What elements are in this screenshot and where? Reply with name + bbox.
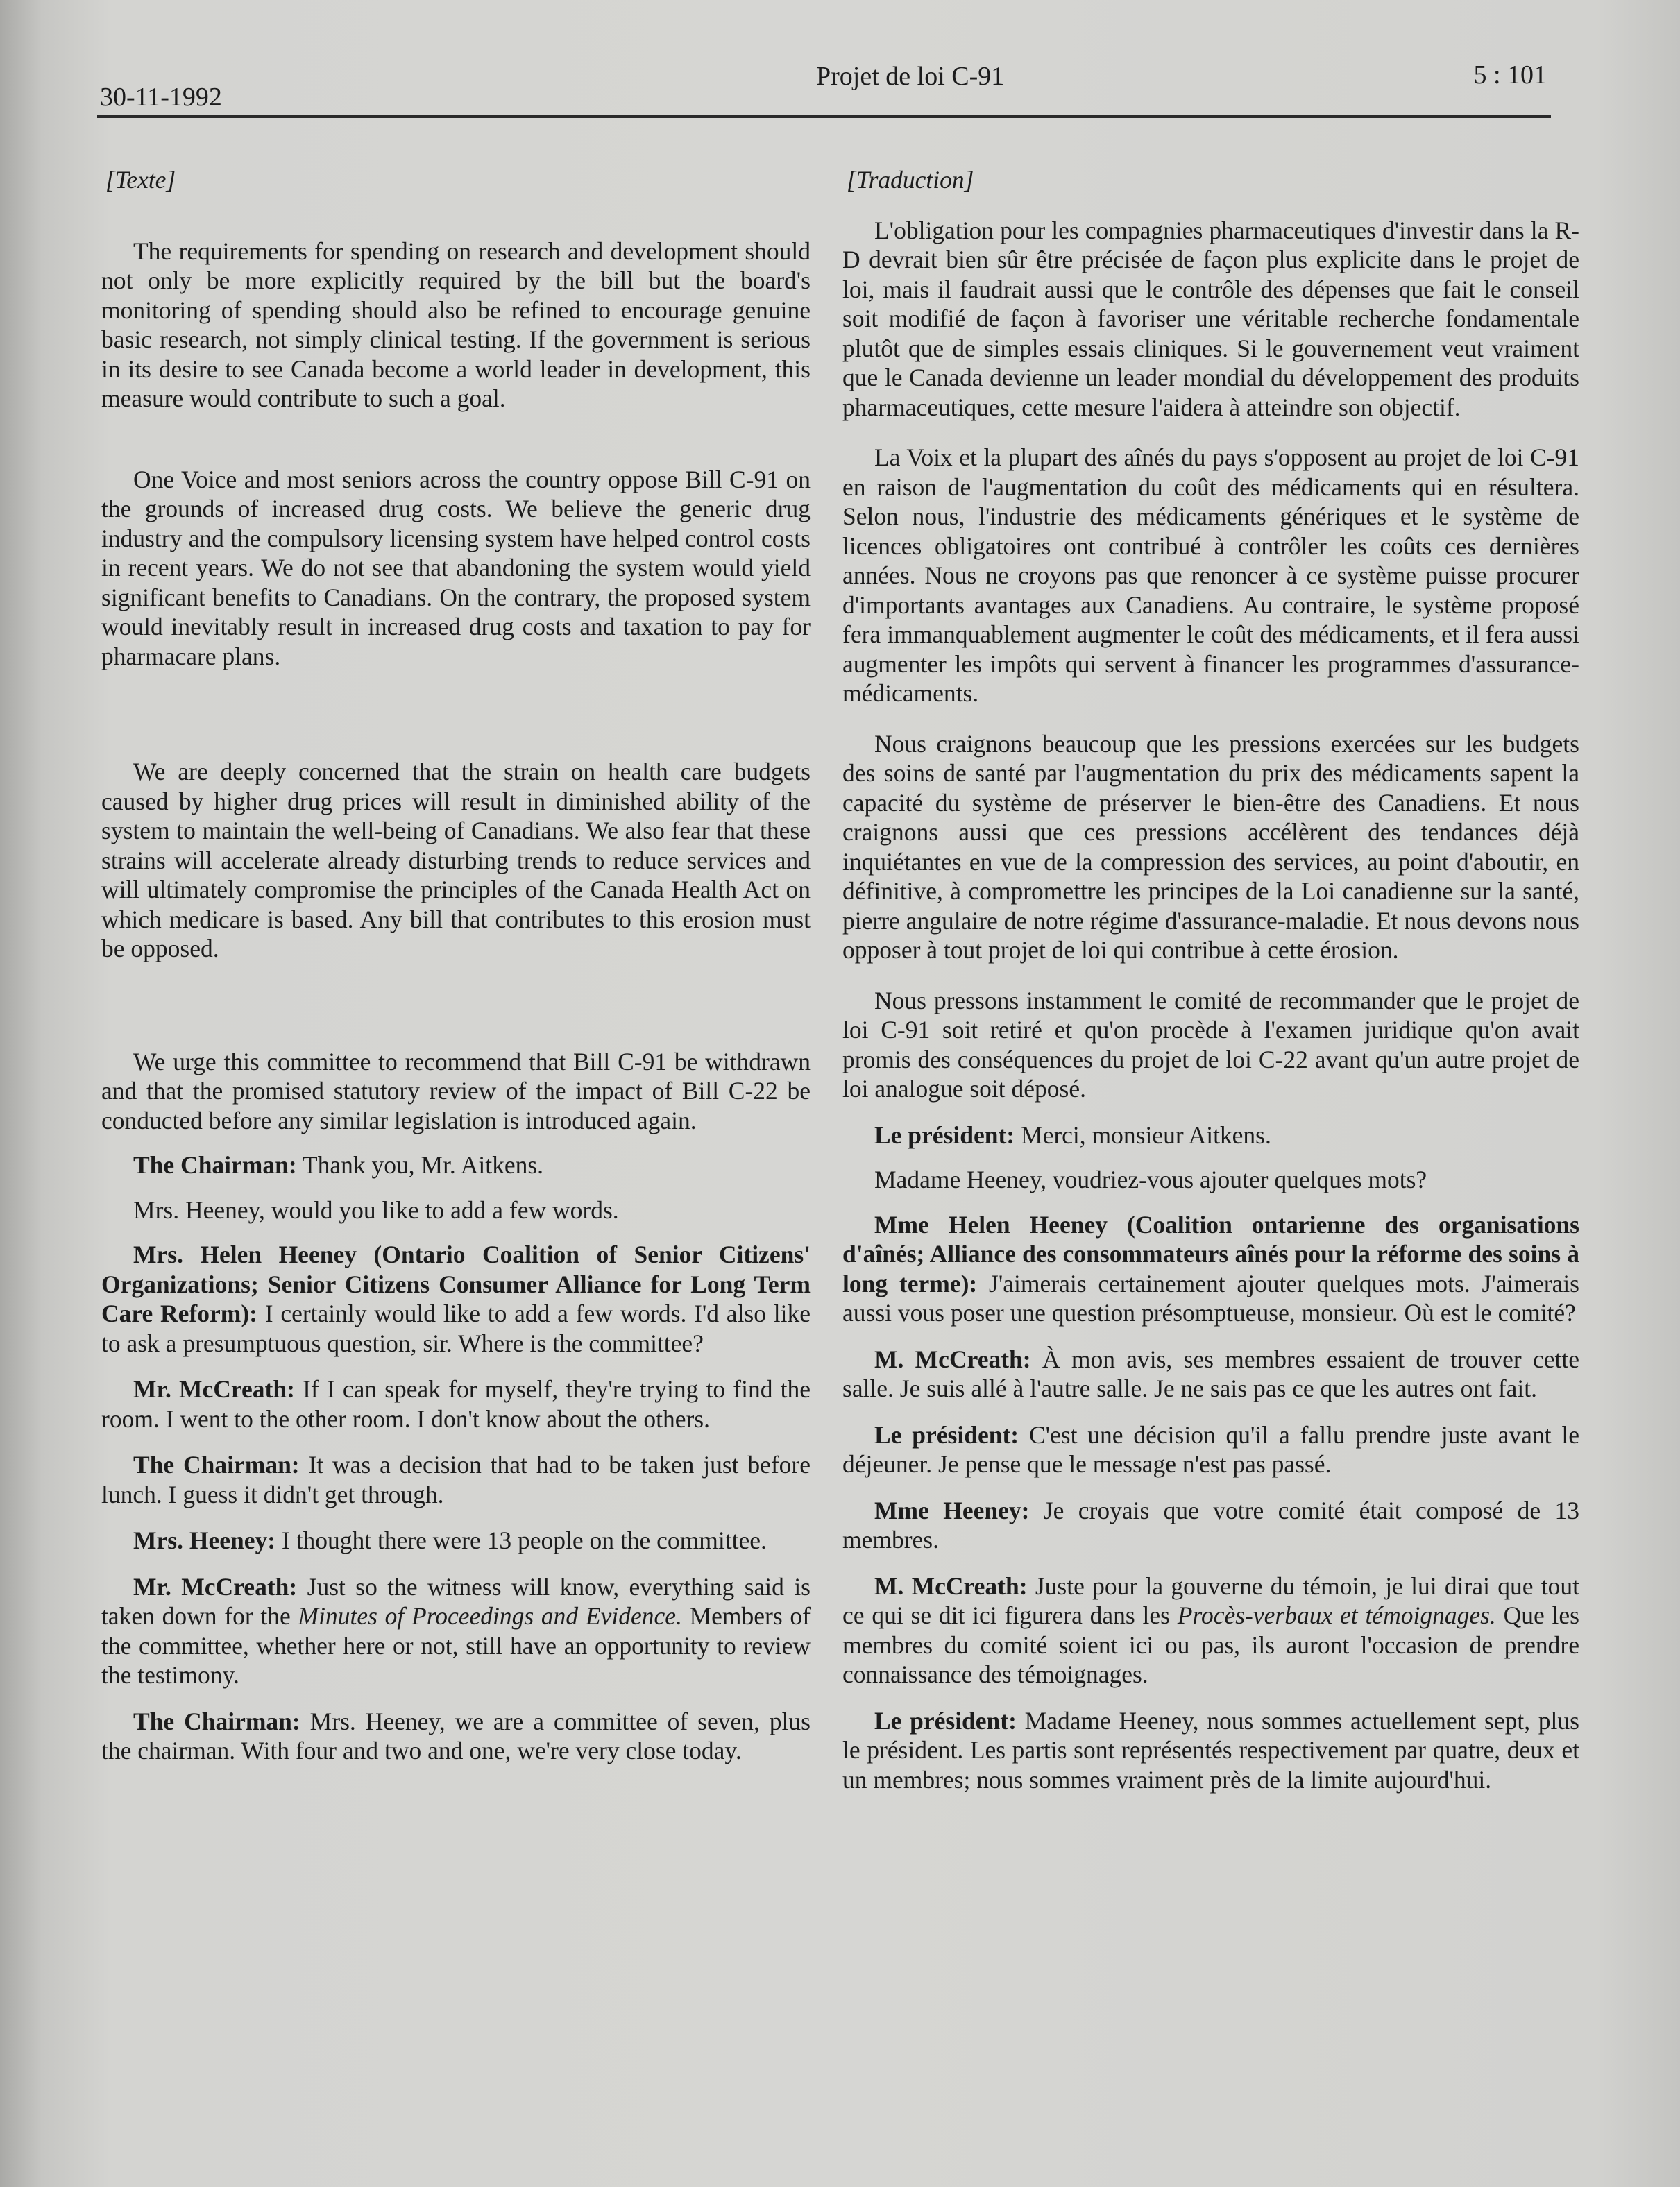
paragraph-text: The requirements for spending on research and development should not only be more explicitly required by the bill but the board's monitoring of spending should also be refined to encourage genuine basic research, not simply clinical testing. If the government is serious in its desire to see Canada become a world leader in development, this measure would contribute to such a goal.: [101, 237, 811, 412]
french-paragraph: [842, 1706, 1579, 1795]
french-paragraph: [842, 729, 1579, 965]
speaker-name: Mr. McCreath:: [133, 1375, 295, 1403]
speaker-name: The Chairman:: [133, 1151, 297, 1179]
paragraph-text: Madame Heeney, nous sommes actuellement sept, plus le président. Les partis sont représentés respectivement par quatre, deux et un membres; nous sommes vraiment près de la limite aujourd'hui.: [842, 1706, 1579, 1794]
paragraph-text: Members of the committee, whether here or not, still have an opportunity to review the testimony.: [101, 1602, 811, 1689]
speaker-name: Mme Helen Heeney (Coalition ontarienne des organisations d'aînés; Alliance des consommateurs aînés pour la réforme des soins à long terme):: [842, 1210, 1579, 1297]
speaker-name: M. McCreath:: [874, 1345, 1031, 1373]
paragraph-text: Just so the witness will know, everything said is taken down for the: [101, 1572, 811, 1630]
paragraph-text: Mrs. Heeney, we are a committee of seven, plus the chairman. With four and two and one, we're very close today.: [101, 1707, 811, 1764]
speaker-name: The Chairman:: [133, 1707, 300, 1735]
paragraph-text: Thank you, Mr. Aitkens.: [296, 1151, 544, 1179]
paragraph-text: Que les membres du comité soient ici ou pas, ils auront l'occasion de prendre connaissance des témoignages.: [842, 1601, 1579, 1688]
french-paragraph: [842, 986, 1579, 1104]
header-title: Projet de loi C-91: [816, 62, 1005, 91]
french-paragraph: [842, 1165, 1579, 1195]
english-paragraph: [101, 1240, 811, 1358]
speaker-name: Le président:: [874, 1420, 1019, 1449]
speaker-name: Mme Heeney:: [874, 1496, 1030, 1524]
paragraph-text: Nous pressons instamment le comité de recommander que le projet de loi C-91 soit retiré et qu'on procède à l'examen juridique qu'on avait promis des conséquences du projet de loi C-22 avant qu'un autre projet de loi analogue soit déposé.: [842, 986, 1579, 1103]
italic-title: Minutes of Proceedings and Evidence.: [298, 1602, 682, 1630]
header-page-number: 5 : 101: [1473, 60, 1547, 90]
speaker-name: Mrs. Helen Heeney (Ontario Coalition of Senior Citizens' Organizations; Senior Citizens Consumer Alliance for Long Term Care Reform):: [101, 1241, 811, 1327]
header-date: 30-11-1992: [100, 83, 222, 112]
english-paragraph: [101, 1150, 811, 1180]
paragraph-text: If I can speak for myself, they're trying to find the room. I went to the other room. I don't know about the others.: [101, 1375, 811, 1433]
english-column-label: [Texte]: [105, 166, 176, 194]
english-paragraph: [101, 237, 811, 414]
english-paragraph: [101, 1707, 811, 1766]
paragraph-text: Juste pour la gouverne du témoin, je lui dirai que tout ce qui se dit ici figurera dans les: [842, 1572, 1579, 1629]
french-column-label: [Traduction]: [847, 166, 974, 194]
english-paragraph: [101, 1195, 811, 1225]
french-paragraph: [842, 1496, 1579, 1555]
french-paragraph: [842, 216, 1579, 423]
speaker-name: Le président:: [874, 1121, 1015, 1149]
french-paragraph: [842, 1121, 1579, 1150]
french-paragraph: [842, 1572, 1579, 1690]
speaker-name: M. McCreath:: [874, 1572, 1028, 1600]
paragraph-text: We urge this committee to recommend that Bill C-91 be withdrawn and that the promised statutory review of the impact of Bill C-22 be conducted before any similar legislation is introduced again.: [101, 1047, 811, 1134]
paragraph-text: Je croyais que votre comité était composé de 13 membres.: [842, 1496, 1579, 1554]
paragraph-text: Nous craignons beaucoup que les pressions exercées sur les budgets des soins de santé par l'augmentation du prix des médicaments sapent la capacité du système de préserver le bien-être des Canadiens. Et nous craignons aussi que ces pressions accélèrent des tendances déjà inquiétantes en vue de la compression des services, au point d'aboutir, en définitive, à compromettre les principes de la Loi canadienne sur la santé, pierre angulaire de notre régime d'assurance-maladie. Et nous devons nous opposer à tout projet de loi qui contribue à cette érosion.: [842, 729, 1579, 964]
english-paragraph: [101, 1375, 811, 1433]
paragraph-text: I certainly would like to add a few words. I'd also like to ask a presumptuous question, sir. Where is the committee?: [101, 1300, 811, 1357]
paragraph-text: J'aimerais certainement ajouter quelques mots. J'aimerais aussi vous poser une question présomptueuse, monsieur. Où est le comité?: [842, 1269, 1579, 1327]
paragraph-text: Merci, monsieur Aitkens.: [1015, 1121, 1271, 1149]
paragraph-text: We are deeply concerned that the strain on health care budgets caused by higher drug prices will result in diminished ability of the system to maintain the well-being of Canadians. We also fear that these strains will accelerate already disturbing trends to reduce services and will ultimately compromise the principles of the Canada Health Act on which medicare is based. Any bill that contributes to this erosion must be opposed.: [101, 758, 811, 962]
italic-title: Procès-verbaux et témoignages.: [1177, 1601, 1496, 1629]
speaker-name: Mr. McCreath:: [133, 1572, 298, 1601]
paragraph-text: Madame Heeney, voudriez-vous ajouter quelques mots?: [874, 1166, 1427, 1193]
paragraph-text: One Voice and most seniors across the country oppose Bill C-91 on the grounds of increased drug costs. We believe the generic drug industry and the compulsory licensing system have helped control costs in recent years. We do not see that abandoning the system would yield significant benefits to Canadians. On the contrary, the proposed system would inevitably result in increased drug costs and taxation to pay for pharmacare plans.: [101, 465, 811, 670]
english-paragraph: [101, 757, 811, 964]
french-paragraph: [842, 443, 1579, 708]
speaker-name: Le président:: [874, 1706, 1017, 1735]
paragraph-text: À mon avis, ses membres essaient de trouver cette salle. Je suis allé à l'autre salle. Je ne sais pas ce que les autres ont fait.: [842, 1345, 1579, 1402]
paragraph-text: It was a decision that had to be taken just before lunch. I guess it didn't get through.: [101, 1451, 811, 1508]
english-paragraph: [101, 1047, 811, 1136]
speaker-name: Mrs. Heeney:: [133, 1526, 276, 1554]
french-column: [842, 165, 1579, 1794]
english-paragraph: [101, 1526, 811, 1556]
french-paragraph: [842, 1345, 1579, 1404]
french-paragraph: [842, 1420, 1579, 1479]
page-header: [97, 57, 1551, 118]
english-paragraph: [101, 1450, 811, 1509]
paragraph-text: La Voix et la plupart des aînés du pays s'opposent au projet de loi C-91 en raison de l'augmentation du coût des médicaments qui en résultera. Selon nous, l'industrie des médicaments génériques et le système de licences obligatoires ont contribué à contrôler les coûts ces dernières années. Nous ne croyons pas que renoncer à ce système puisse procurer d'importants avantages aux Canadiens. Au contraire, le système proposé fera immanquablement augmenter le coût des médicaments, et il fera aussi augmenter les impôts qui servent à financer les programmes d'assurance-médicaments.: [842, 443, 1579, 707]
english-paragraph: [101, 465, 811, 672]
paragraph-text: L'obligation pour les compagnies pharmaceutiques d'investir dans la R-D devrait bien sûr être précisée de façon plus explicite dans le projet de loi, mais il faudrait aussi que le contrôle des dépenses que fait le conseil soit modifié de façon à favoriser une véritable recherche fondamentale plutôt que de simples essais cliniques. Si le gouvernement veut vraiment que le Canada devienne un leader mondial du développement des produits pharmaceutiques, cette mesure l'aidera à atteindre son objectif.: [842, 216, 1579, 421]
speaker-name: The Chairman:: [133, 1451, 300, 1479]
paragraph-text: I thought there were 13 people on the committee.: [275, 1526, 767, 1554]
english-paragraph: [101, 1572, 811, 1690]
english-column: [101, 165, 811, 1766]
paragraph-text: Mrs. Heeney, would you like to add a few words.: [133, 1195, 619, 1224]
paragraph-text: C'est une décision qu'il a fallu prendre juste avant le déjeuner. Je pense que le message n'est pas passé.: [842, 1420, 1579, 1478]
french-paragraph: [842, 1210, 1579, 1328]
